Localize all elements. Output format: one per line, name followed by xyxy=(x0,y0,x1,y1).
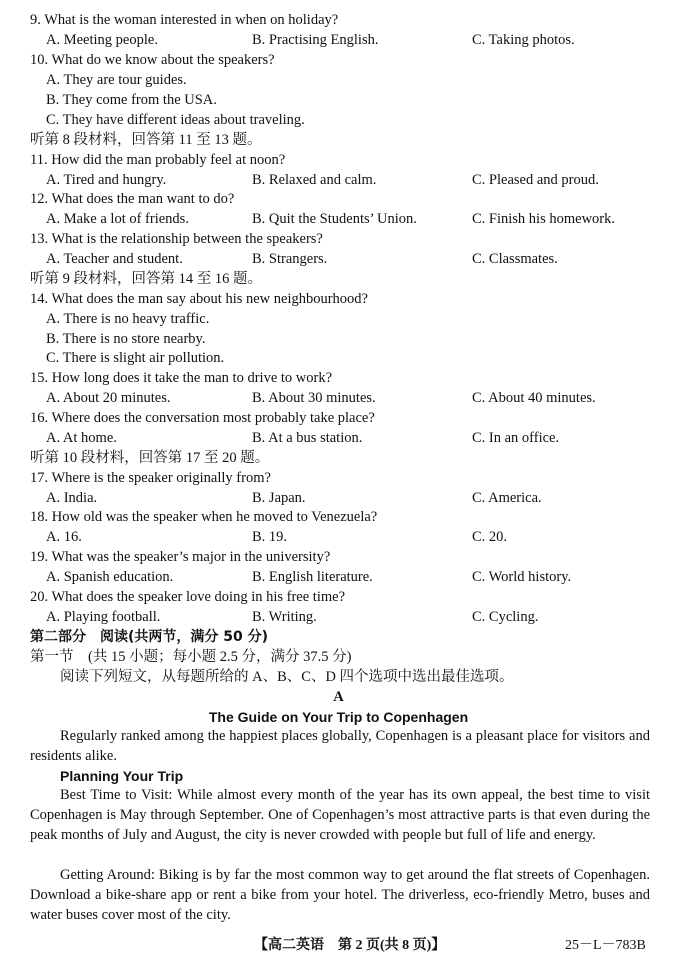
question-16-options xyxy=(46,429,646,449)
question-18-options xyxy=(46,528,646,548)
passage-letter: A xyxy=(333,689,344,705)
section-instruction-9: 听第 9 段材料，回答第 14 至 16 题。 xyxy=(30,271,262,287)
paragraph-2 xyxy=(30,786,650,845)
question-12-options xyxy=(46,210,646,230)
option-c: C. There is slight air pollution. xyxy=(46,350,225,366)
section-instruction-10: 听第 10 段材料，回答第 17 至 20 题。 xyxy=(30,450,270,466)
option-c: C. In an office. xyxy=(472,430,560,446)
option-c: C. World history. xyxy=(472,569,572,585)
question-11-stem: 11. How did the man probably feel at noon? xyxy=(30,152,286,168)
paragraph-1-text: Regularly ranked among the happiest places globally, Copenhagen is a pleasant place for visitors and residents alike. xyxy=(30,728,650,764)
option-b: B. 19. xyxy=(252,529,288,545)
option-b: B. At a bus station. xyxy=(252,430,363,446)
option-a: A. At home. xyxy=(46,430,117,446)
paragraph-2-text: Best Time to Visit: While almost every month of the year has its own appeal, the best time to visit Copenhagen is May through September. One of Copenhagen’s most attractive parts is that even during the peak months of July and August, the city is never crowded with people but full of life and energy. xyxy=(30,787,650,843)
option-b: B. They come from the USA. xyxy=(46,92,217,108)
footer-code: 25－L－783B xyxy=(565,938,646,953)
footer-page-label: 【高二英语 第 2 页(共 8 页)】 xyxy=(254,938,446,953)
option-a: A. Teacher and student. xyxy=(46,251,183,267)
option-b: B. Practising English. xyxy=(252,32,379,48)
question-16-stem: 16. Where does the conversation most probably take place? xyxy=(30,410,375,426)
option-b: B. There is no store nearby. xyxy=(46,331,206,347)
option-c: C. America. xyxy=(472,490,542,506)
option-b: B. About 30 minutes. xyxy=(252,390,376,406)
paragraph-3 xyxy=(30,866,650,925)
option-b: B. English literature. xyxy=(252,569,373,585)
question-17-stem: 17. Where is the speaker originally from? xyxy=(30,470,271,486)
question-19-stem: 19. What was the speaker’s major in the university? xyxy=(30,549,331,565)
option-a: A. Tired and hungry. xyxy=(46,172,167,188)
paragraph-3-text: Getting Around: Biking is by far the most common way to get around the flat streets of Copenhagen. Download a bike-share app or rent a bike from your hotel. The driverless, eco-friendly Metro, buses and water buses cover most of the city. xyxy=(30,867,650,923)
option-a: A. Meeting people. xyxy=(46,32,158,48)
passage-title: The Guide on Your Trip to Copenhagen xyxy=(208,709,469,725)
option-c: C. They have different ideas about traveling. xyxy=(46,112,305,128)
option-a: A. There is no heavy traffic. xyxy=(46,311,210,327)
question-10-stem: 10. What do we know about the speakers? xyxy=(30,52,275,68)
question-18-stem: 18. How old was the speaker when he moved to Venezuela? xyxy=(30,509,378,525)
question-20-options xyxy=(46,608,646,628)
question-13-stem: 13. What is the relationship between the speakers? xyxy=(30,231,323,247)
option-b: B. Quit the Students’ Union. xyxy=(252,211,417,227)
option-a: A. About 20 minutes. xyxy=(46,390,171,406)
option-c: C. Finish his homework. xyxy=(472,211,615,227)
option-a: A. Spanish education. xyxy=(46,569,174,585)
option-c: C. Pleased and proud. xyxy=(472,172,599,188)
option-a: A. India. xyxy=(46,490,98,506)
question-13-options xyxy=(46,250,646,270)
section-instruction-8: 听第 8 段材料，回答第 11 至 13 题。 xyxy=(30,132,262,148)
question-9-stem: 9. What is the woman interested in when on holiday? xyxy=(30,12,339,28)
option-b: B. Japan. xyxy=(252,490,306,506)
option-a: A. 16. xyxy=(46,529,82,545)
option-b: B. Writing. xyxy=(252,609,317,625)
question-17-options xyxy=(46,489,646,509)
question-19-options xyxy=(46,568,646,588)
option-c: C. Classmates. xyxy=(472,251,558,267)
question-11-options xyxy=(46,171,646,191)
option-b: B. Strangers. xyxy=(252,251,328,267)
option-a: A. They are tour guides. xyxy=(46,72,187,88)
option-c: C. Cycling. xyxy=(472,609,539,625)
option-c: C. About 40 minutes. xyxy=(472,390,596,406)
question-20-stem: 20. What does the speaker love doing in his free time? xyxy=(30,589,346,605)
subheading-planning: Planning Your Trip xyxy=(60,768,184,784)
part-title: 第二部分 阅读(共两节，满分 50 分) xyxy=(30,629,269,645)
section-title: 第一节 (共 15 小题；每小题 2.5 分，满分 37.5 分) xyxy=(30,649,352,665)
paragraph-1 xyxy=(30,727,650,767)
question-12-stem: 12. What does the man want to do? xyxy=(30,191,235,207)
question-15-options xyxy=(46,389,646,409)
question-15-stem: 15. How long does it take the man to drive to work? xyxy=(30,370,333,386)
question-9-options xyxy=(46,31,646,51)
option-b: B. Relaxed and calm. xyxy=(252,172,377,188)
option-c: C. 20. xyxy=(472,529,508,545)
question-14-stem: 14. What does the man say about his new neighbourhood? xyxy=(30,291,368,307)
reading-instruction: 阅读下列短文，从每题所给的 A、B、C、D 四个选项中选出最佳选项。 xyxy=(60,669,514,685)
option-a: A. Playing football. xyxy=(46,609,161,625)
option-c: C. Taking photos. xyxy=(472,32,575,48)
option-a: A. Make a lot of friends. xyxy=(46,211,189,227)
